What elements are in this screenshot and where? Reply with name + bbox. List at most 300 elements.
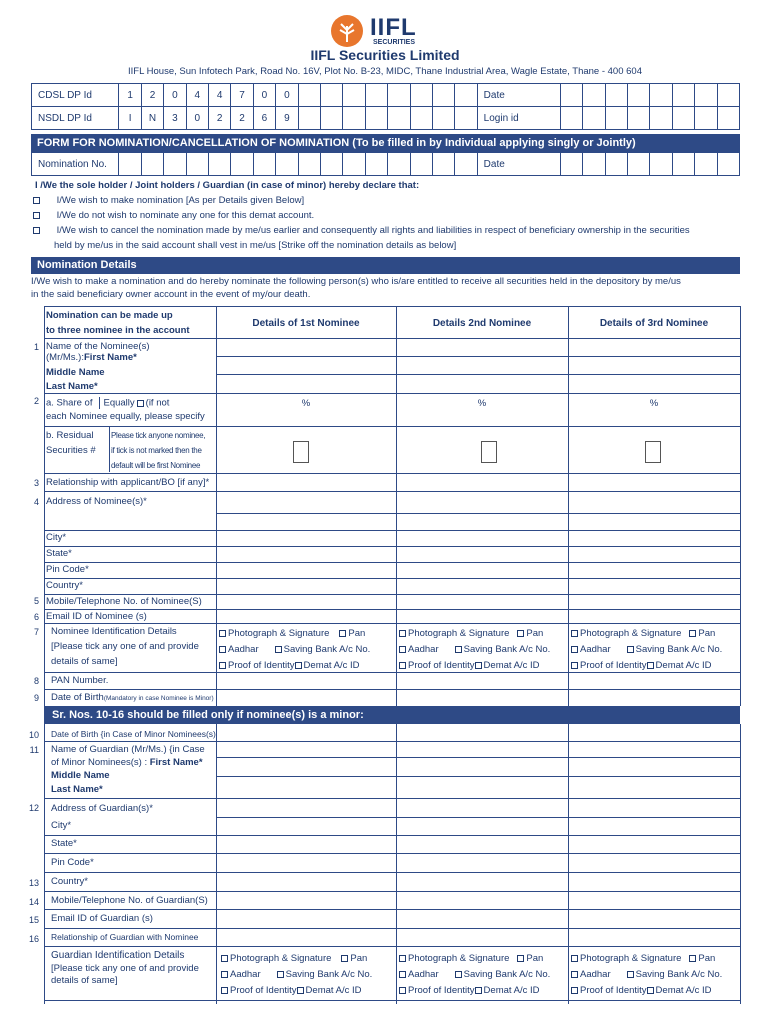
grid-line (216, 817, 740, 818)
checkbox-icon[interactable] (219, 646, 226, 653)
checkbox-icon[interactable] (647, 987, 654, 994)
r1-l2 (46, 352, 137, 363)
nsdl-digit: 2 (208, 107, 230, 130)
nomination-cell[interactable] (253, 153, 275, 176)
col-nominee-2: Details 2nd Nominee (432, 318, 532, 329)
id-pan: Pan (526, 628, 544, 639)
nomination-cell[interactable] (141, 153, 163, 176)
id-demat: Demat A/c ID (655, 985, 712, 996)
nsdl-digit: 6 (253, 107, 275, 130)
r12-label: Address of Guardian(s)* (51, 803, 153, 814)
grid-line (44, 909, 740, 910)
grid-line (740, 306, 741, 706)
id-bank: Saving Bank A/c No. (285, 969, 373, 980)
checkbox-icon[interactable] (221, 987, 228, 994)
id-proof: Proof of Identity (228, 660, 295, 671)
state-label: State* (46, 548, 72, 559)
g-l3: details of same] (51, 975, 118, 986)
grid-line (44, 578, 740, 579)
id-demat: Demat A/c ID (483, 985, 540, 996)
date-cell[interactable] (628, 153, 650, 176)
id-bank: Saving Bank A/c No. (635, 969, 723, 980)
row-number: 6 (33, 612, 39, 622)
r3-label: Relationship with applicant/BO [if any]* (46, 477, 210, 488)
grid-line (44, 672, 740, 673)
id-cell[interactable] (298, 84, 320, 107)
id-cell[interactable] (455, 84, 477, 107)
r2a-equally: Equally (103, 397, 135, 409)
id-aadhar: Aadhar (580, 969, 611, 980)
company-name: IIFL Securities Limited (310, 47, 460, 63)
divider (99, 397, 100, 409)
id-cell[interactable] (432, 84, 454, 107)
residual-checkbox-3[interactable] (645, 441, 661, 463)
id-options-1 (219, 626, 395, 674)
grid-line (44, 393, 740, 394)
id-proof: Proof of Identity (230, 985, 297, 996)
option-1-text: I/We wish to make nomination [As per Details given Below] (56, 195, 305, 206)
nsdl-digit: 0 (186, 107, 208, 130)
nomination-intro-2: in the said beneficiary owner account in the event of my/our death. (31, 289, 311, 300)
g-id-options-2 (399, 951, 567, 999)
id-aadhar: Aadhar (408, 969, 439, 980)
grid-line (44, 594, 740, 595)
checkbox-icon[interactable] (571, 955, 578, 962)
id-pan: Pan (698, 628, 716, 639)
r11-l2b: First Name* (149, 757, 203, 768)
login-cell[interactable] (717, 107, 739, 130)
grid-line (44, 872, 740, 873)
checkbox-icon[interactable] (517, 630, 524, 637)
grid-line (44, 928, 740, 929)
company-address: IIFL House, Sun Infotech Park, Road No. 16V, Plot No. B-23, MIDC, Thane Industrial Area, Wagle Estate, Thane - 400 604 (128, 66, 642, 77)
grid-line (740, 724, 741, 1004)
grid-line (216, 513, 740, 514)
residual-checkbox-2[interactable] (481, 441, 497, 463)
id-proof: Proof of Identity (408, 660, 475, 671)
pct-2: % (477, 398, 487, 409)
nomination-cell[interactable] (388, 153, 410, 176)
date-cell[interactable] (605, 84, 627, 107)
id-cell[interactable] (343, 107, 365, 130)
cdsl-digit: 4 (208, 84, 230, 107)
checkbox-icon[interactable] (219, 630, 226, 637)
grid-line (109, 426, 110, 472)
grid-line (44, 473, 740, 474)
date-cell[interactable] (560, 153, 582, 176)
col-nominee-1: Details of 1st Nominee (252, 318, 360, 329)
login-cell[interactable] (695, 107, 717, 130)
r2a-label: a. Share of (46, 397, 93, 409)
grid-line (216, 356, 740, 357)
g-l2: [Please tick any one of and provide (51, 963, 199, 974)
form-title: FORM FOR NOMINATION/CANCELLATION OF NOMINATION (To be filled in by Individual applying singly or Jointly) (37, 137, 636, 149)
id-aadhar: Aadhar (408, 644, 439, 655)
nsdl-label: NSDL DP Id (32, 107, 119, 130)
checkbox-icon[interactable] (33, 227, 40, 234)
id-bank: Saving Bank A/c No. (463, 644, 551, 655)
g-id-options-3 (571, 951, 739, 999)
row-number: 16 (28, 934, 39, 944)
option-2[interactable] (33, 210, 733, 221)
checkbox-icon[interactable] (455, 646, 462, 653)
id-pan: Pan (698, 953, 716, 964)
grid-line (44, 741, 740, 742)
r1-l1: Name of the Nominee(s) (46, 341, 150, 352)
checkbox-icon[interactable] (627, 971, 634, 978)
dp-id-grid (31, 83, 740, 130)
form-date-label: Date (477, 153, 560, 176)
option-3-text: I/We wish to cancel the nomination made by me/us earlier and consequently all rights and liabilities in respect of beneficiary ownership in the securities (56, 225, 690, 236)
checkbox-icon[interactable] (689, 955, 696, 962)
grid-line (44, 835, 740, 836)
row-number: 2 (33, 396, 39, 406)
checkbox-icon[interactable] (221, 971, 228, 978)
pin-label: Pin Code* (46, 564, 89, 575)
country-label: Country* (46, 580, 83, 591)
checkbox-icon[interactable] (399, 987, 406, 994)
id-cell[interactable] (388, 107, 410, 130)
cdsl-digit: 4 (186, 84, 208, 107)
option-1[interactable] (33, 195, 733, 206)
r8-label: PAN Number. (51, 675, 109, 686)
checkbox-icon[interactable] (689, 630, 696, 637)
nomination-cell[interactable] (432, 153, 454, 176)
row-number: 12 (28, 803, 39, 813)
date-label: Date (477, 84, 560, 107)
date-cell[interactable] (695, 153, 717, 176)
cdsl-digit: 7 (231, 84, 253, 107)
r4-label: Address of Nominee(s)* (46, 496, 147, 507)
date-cell[interactable] (583, 153, 605, 176)
checkbox-icon[interactable] (221, 955, 228, 962)
nomination-cell[interactable] (276, 153, 298, 176)
row-number: 15 (28, 915, 39, 925)
grid-line (44, 891, 740, 892)
login-cell[interactable] (605, 107, 627, 130)
row-number: 9 (33, 693, 39, 703)
id-pan: Pan (526, 953, 544, 964)
checkbox-icon[interactable] (647, 662, 654, 669)
option-3-cont: held by me/us in the said account shall vest in me/us [Strike off the nomination details as below] (54, 240, 457, 251)
nsdl-digit: N (141, 107, 163, 130)
logo-sub: SECURITIES (373, 39, 416, 46)
r2a-ifnot: (if not (145, 397, 170, 409)
grid-line (216, 374, 740, 375)
id-photo: Photograph & Signature (580, 953, 682, 964)
date-cell[interactable] (672, 153, 694, 176)
date-cell[interactable] (560, 84, 582, 107)
id-proof: Proof of Identity (580, 660, 647, 671)
date-cell[interactable] (628, 84, 650, 107)
g-id-options-1 (221, 951, 395, 999)
grid-line (44, 530, 740, 531)
grid-line (44, 306, 45, 706)
nsdl-digit: I (119, 107, 141, 130)
id-aadhar: Aadhar (228, 644, 259, 655)
id-demat: Demat A/c ID (305, 985, 362, 996)
r7-l2: [Please tick any one of and provide (51, 641, 199, 652)
nsdl-digit: 9 (276, 107, 298, 130)
checkbox-icon[interactable] (627, 646, 634, 653)
checkbox-icon[interactable] (219, 662, 226, 669)
head-label-2: to three nominee in the account (46, 325, 190, 336)
checkbox-icon[interactable] (339, 630, 346, 637)
checkbox-icon[interactable] (571, 662, 578, 669)
col-nominee-3: Details of 3rd Nominee (599, 318, 709, 329)
pct-3: % (649, 398, 659, 409)
r2b-n3: default will be first Nominee (111, 461, 201, 470)
minor-city: City* (51, 820, 72, 831)
id-photo: Photograph & Signature (580, 628, 682, 639)
r16-label: Relationship of Guardian with Nominee (51, 932, 199, 942)
r2a-l1 (46, 397, 169, 409)
r10-label: Date of Birth {in Case of Minor Nominees(s) (51, 729, 216, 739)
id-cell[interactable] (432, 107, 454, 130)
nomination-heading: Nomination Details (37, 259, 137, 271)
row-number: 3 (33, 478, 39, 488)
checkbox-icon[interactable] (571, 987, 578, 994)
id-aadhar: Aadhar (230, 969, 261, 980)
nomination-cell[interactable] (410, 153, 432, 176)
nomination-cell[interactable] (164, 153, 186, 176)
cdsl-digit: 1 (119, 84, 141, 107)
logo-text: IIFL (370, 14, 417, 41)
declare-heading: I /We the sole holder / Joint holders / Guardian (in case of minor) hereby declare that: (35, 180, 420, 191)
company-logo (330, 14, 440, 48)
date-cell[interactable] (650, 153, 672, 176)
grid-line (216, 757, 740, 758)
minor-heading: Sr. Nos. 10-16 should be filled only if nominee(s) is a minor: (52, 709, 364, 721)
nomination-no-grid (31, 152, 740, 176)
minor-bar (44, 706, 740, 724)
grid-line (44, 1000, 740, 1001)
nsdl-digit: 3 (164, 107, 186, 130)
date-cell[interactable] (695, 84, 717, 107)
id-proof: Proof of Identity (408, 985, 475, 996)
checkbox-icon[interactable] (455, 971, 462, 978)
id-cell[interactable] (365, 84, 387, 107)
grid-line (44, 609, 740, 610)
r2b-l2: Securities # (46, 445, 96, 456)
r9-note: (Mandatory in case Nominee is Minor) (103, 695, 214, 702)
r7-l3: details of same] (51, 656, 118, 667)
checkbox-icon[interactable] (297, 987, 304, 994)
id-proof: Proof of Identity (580, 985, 647, 996)
id-bank: Saving Bank A/c No. (635, 644, 723, 655)
id-options-2 (399, 626, 567, 674)
tree-logo-icon (330, 14, 366, 48)
r9-text: Date of Birth (51, 692, 104, 703)
r1-l4: Last Name* (46, 381, 98, 392)
row-number: 1 (33, 342, 39, 352)
cdsl-label: CDSL DP Id (32, 84, 119, 107)
checkbox-icon[interactable] (399, 662, 406, 669)
city-label: City* (46, 532, 67, 543)
cdsl-digit: 0 (164, 84, 186, 107)
cdsl-digit: 0 (253, 84, 275, 107)
nsdl-digit: 2 (231, 107, 253, 130)
r13-label: Country* (51, 876, 88, 887)
date-cell[interactable] (650, 84, 672, 107)
r6-label: Email ID of Nominee (s) (46, 611, 147, 622)
grid-line (44, 946, 740, 947)
grid-line (44, 853, 740, 854)
nomination-cell[interactable] (365, 153, 387, 176)
r11-l2 (51, 757, 203, 768)
login-cell[interactable] (650, 107, 672, 130)
login-cell[interactable] (583, 107, 605, 130)
checkbox-icon[interactable] (33, 197, 40, 204)
checkbox-icon[interactable] (275, 646, 282, 653)
id-demat: Demat A/c ID (303, 660, 360, 671)
r11-l2a: of Minor Nominees(s) : (51, 757, 148, 768)
date-cell[interactable] (717, 84, 739, 107)
login-cell[interactable] (628, 107, 650, 130)
grid-line (44, 724, 45, 1004)
id-options-3 (571, 626, 739, 674)
r15-label: Email ID of Guardian (s) (51, 913, 153, 924)
cdsl-digit: 2 (141, 84, 163, 107)
id-photo: Photograph & Signature (408, 628, 510, 639)
row-number: 13 (28, 878, 39, 888)
grid-line (396, 306, 397, 706)
row-number: 8 (33, 676, 39, 686)
row-number: 5 (33, 596, 39, 606)
r14-label: Mobile/Telephone No. of Guardian(S) (51, 895, 208, 906)
id-demat: Demat A/c ID (655, 660, 712, 671)
row-number: 4 (33, 497, 39, 507)
checkbox-icon[interactable] (399, 971, 406, 978)
id-cell[interactable] (343, 84, 365, 107)
checkbox-icon[interactable] (137, 400, 144, 407)
grid-line (568, 724, 569, 1004)
id-photo: Photograph & Signature (408, 953, 510, 964)
id-pan: Pan (350, 953, 368, 964)
cdsl-digit: 0 (276, 84, 298, 107)
date-cell[interactable] (672, 84, 694, 107)
grid-line (44, 546, 740, 547)
r2b-n2: if tick is not marked then the (111, 446, 202, 455)
id-photo: Photograph & Signature (228, 628, 330, 639)
option-2-text: I/We do not wish to nominate any one for this demat account. (56, 210, 315, 221)
minor-state: State* (51, 838, 77, 849)
r2a-l2: each Nominee equally, please specify (46, 411, 205, 422)
nomination-cell[interactable] (208, 153, 230, 176)
grid-line (44, 562, 740, 563)
head-label-1: Nomination can be made up (46, 310, 173, 321)
id-cell[interactable] (320, 107, 342, 130)
g-l1: Guardian Identification Details (51, 950, 185, 961)
nomination-cell[interactable] (320, 153, 342, 176)
nomination-cell[interactable] (231, 153, 253, 176)
login-label: Login id (477, 107, 560, 130)
grid-line (216, 306, 217, 706)
id-pan: Pan (348, 628, 366, 639)
grid-line (216, 724, 217, 1004)
r1-l3: Middle Name (46, 367, 105, 378)
nomination-cell[interactable] (455, 153, 477, 176)
date-cell[interactable] (583, 84, 605, 107)
grid-line (44, 306, 740, 307)
date-cell[interactable] (717, 153, 739, 176)
pct-1: % (301, 398, 311, 409)
id-cell[interactable] (388, 84, 410, 107)
r2b-n1: Please tick anyone nominee, (111, 431, 206, 440)
checkbox-icon[interactable] (399, 646, 406, 653)
checkbox-icon[interactable] (33, 212, 40, 219)
grid-line (44, 426, 740, 427)
id-cell[interactable] (410, 107, 432, 130)
row-number: 7 (33, 627, 39, 637)
option-3[interactable] (33, 225, 743, 236)
grid-line (44, 623, 740, 624)
r11-l3: Middle Name (51, 770, 110, 781)
r7-l1: Nominee Identification Details (51, 626, 177, 637)
checkbox-icon[interactable] (399, 630, 406, 637)
nomination-cell[interactable] (298, 153, 320, 176)
grid-line (216, 776, 740, 777)
grid-line (44, 338, 740, 339)
checkbox-icon[interactable] (571, 646, 578, 653)
r1-l2a: (Mr/Ms.): (46, 352, 84, 363)
id-photo: Photograph & Signature (230, 953, 332, 964)
id-cell[interactable] (365, 107, 387, 130)
id-bank: Saving Bank A/c No. (463, 969, 551, 980)
id-aadhar: Aadhar (580, 644, 611, 655)
grid-line (568, 306, 569, 706)
checkbox-icon[interactable] (341, 955, 348, 962)
nomination-intro-1: I/We wish to make a nomination and do hereby nominate the following person(s) who is/are entitled to receive all securities held in the depository by me/us (31, 276, 681, 287)
nomination-no-label: Nomination No. (32, 153, 119, 176)
date-cell[interactable] (605, 153, 627, 176)
checkbox-icon[interactable] (475, 662, 482, 669)
id-cell[interactable] (320, 84, 342, 107)
nomination-cell[interactable] (186, 153, 208, 176)
checkbox-icon[interactable] (295, 662, 302, 669)
minor-pin: Pin Code* (51, 857, 94, 868)
checkbox-icon[interactable] (571, 630, 578, 637)
checkbox-icon[interactable] (399, 955, 406, 962)
grid-line (44, 689, 740, 690)
r11-l1: Name of Guardian (Mr/Ms.) {in Case (51, 744, 205, 755)
form-title-bar (31, 134, 740, 152)
checkbox-icon[interactable] (277, 971, 284, 978)
grid-line (396, 724, 397, 1004)
nomination-cell[interactable] (119, 153, 141, 176)
checkbox-icon[interactable] (475, 987, 482, 994)
r11-l4: Last Name* (51, 784, 103, 795)
nomination-details-bar (31, 257, 740, 274)
id-bank: Saving Bank A/c No. (283, 644, 371, 655)
id-cell[interactable] (455, 107, 477, 130)
grid-line (44, 798, 740, 799)
row-number: 10 (28, 730, 39, 740)
id-cell[interactable] (298, 107, 320, 130)
row-number: 14 (28, 897, 39, 907)
r1-l2b: First Name* (84, 352, 137, 363)
residual-checkbox-1[interactable] (293, 441, 309, 463)
login-cell[interactable] (560, 107, 582, 130)
r9-label (51, 692, 214, 703)
r2b-l1: b. Residual (46, 430, 94, 441)
login-cell[interactable] (672, 107, 694, 130)
checkbox-icon[interactable] (517, 955, 524, 962)
nomination-cell[interactable] (343, 153, 365, 176)
r5-label: Mobile/Telephone No. of Nominee(S) (46, 596, 202, 607)
id-cell[interactable] (410, 84, 432, 107)
checkbox-icon[interactable] (571, 971, 578, 978)
